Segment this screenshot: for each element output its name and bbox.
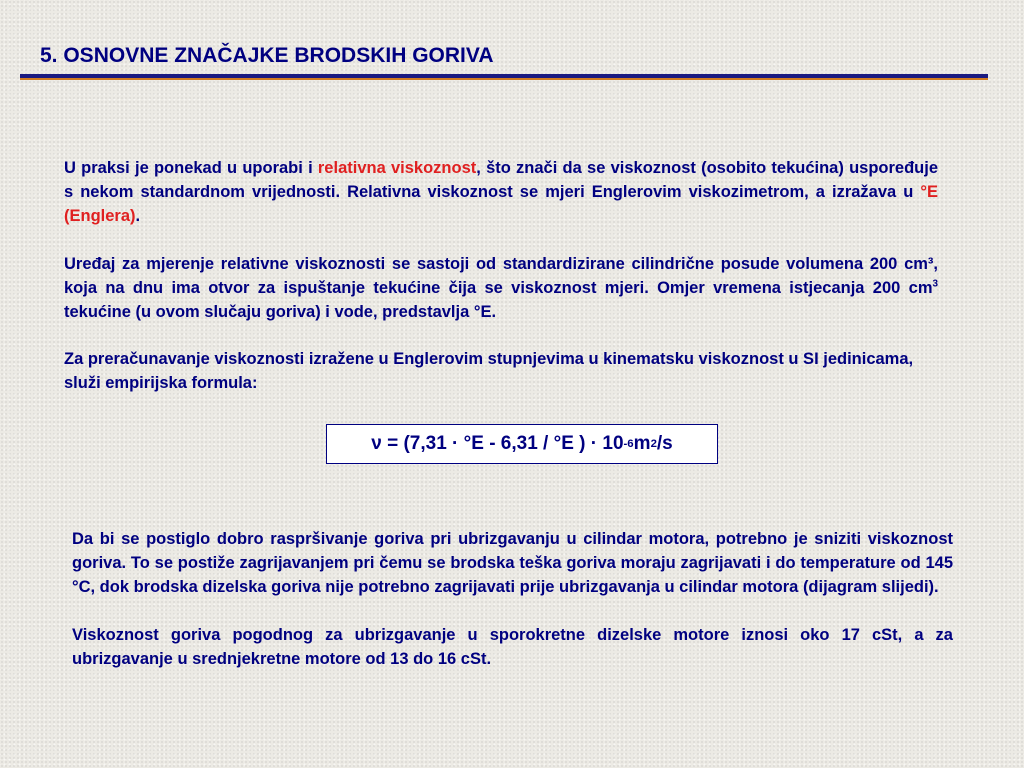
p1-text-e: . [135,207,141,225]
p2-superscript: 3 [932,278,938,290]
paragraph-relative-viscosity [64,156,938,228]
formula-main: ν = (7,31 · °E - 6,31 / °E ) · 10 [371,433,624,454]
paragraph-heating: Da bi se postiglo dobro raspršivanje goriva pri ubrizgavanju u cilindar motora, potrebno je sniziti viskoznost goriva. To se postiže zagrijavanjem pri čemu se brodska teška goriva moraju zagrijavati i do temperature od 145 °C, dok brodska dizelska goriva nije potrebno zagrijavati prije ubrizgavanja u cilindar motora (dijagram slijedi). [72,530,953,596]
highlight-relative-viscosity: relativna viskoznost [317,159,477,177]
p1-text-a: U praksi je ponekad u uporabi i [64,159,318,177]
formula-unit: m [633,433,651,454]
paragraph-engler-device [64,252,938,324]
paragraph-conversion-intro: Za preračunavanje viskoznosti izražene u Englerovim stupnjevima u kinematsku viskoznost u SI jedinicama, služi empirijska formula: [64,350,914,392]
formula-box: ν = (7,31 · °E - 6,31 / °E ) · 10 -6 m 2 /s [326,424,718,464]
p2-text-b: tekućine (u ovom slučaju goriva) i vode, predstavlja °E. [64,303,497,321]
p2-text-a: Uređaj za mjerenje relativne viskoznosti se sastoji od standardizirane cilindrične posude volumena 200 cm³, koja na dnu ima otvor za ispuštanje tekućine čija se viskoznost mjeri. Omjer vremena istjecanja 200 cm [64,255,938,297]
title-underline-accent [20,78,988,80]
highlight-engler-unit: °E (Englera) [64,183,938,225]
paragraph-injection-viscosity: Viskoznost goriva pogodnog za ubrizgavanje u sporokretne dizelske motore iznosi oko 17 cSt, a za ubrizgavanje u srednjekretne motore od 13 do 16 cSt. [72,626,953,668]
p1-text-c: , što znači da se viskoznost (osobito tekućina) uspoređuje s nekom standardnom vrijednosti. Relativna viskoznost se mjeri Englerovim viskozimetrom, a izražava u [64,159,938,201]
formula-unit-tail: /s [656,433,673,454]
slide-title: 5. OSNOVNE ZNAČAJKE BRODSKIH GORIVA [40,44,494,67]
